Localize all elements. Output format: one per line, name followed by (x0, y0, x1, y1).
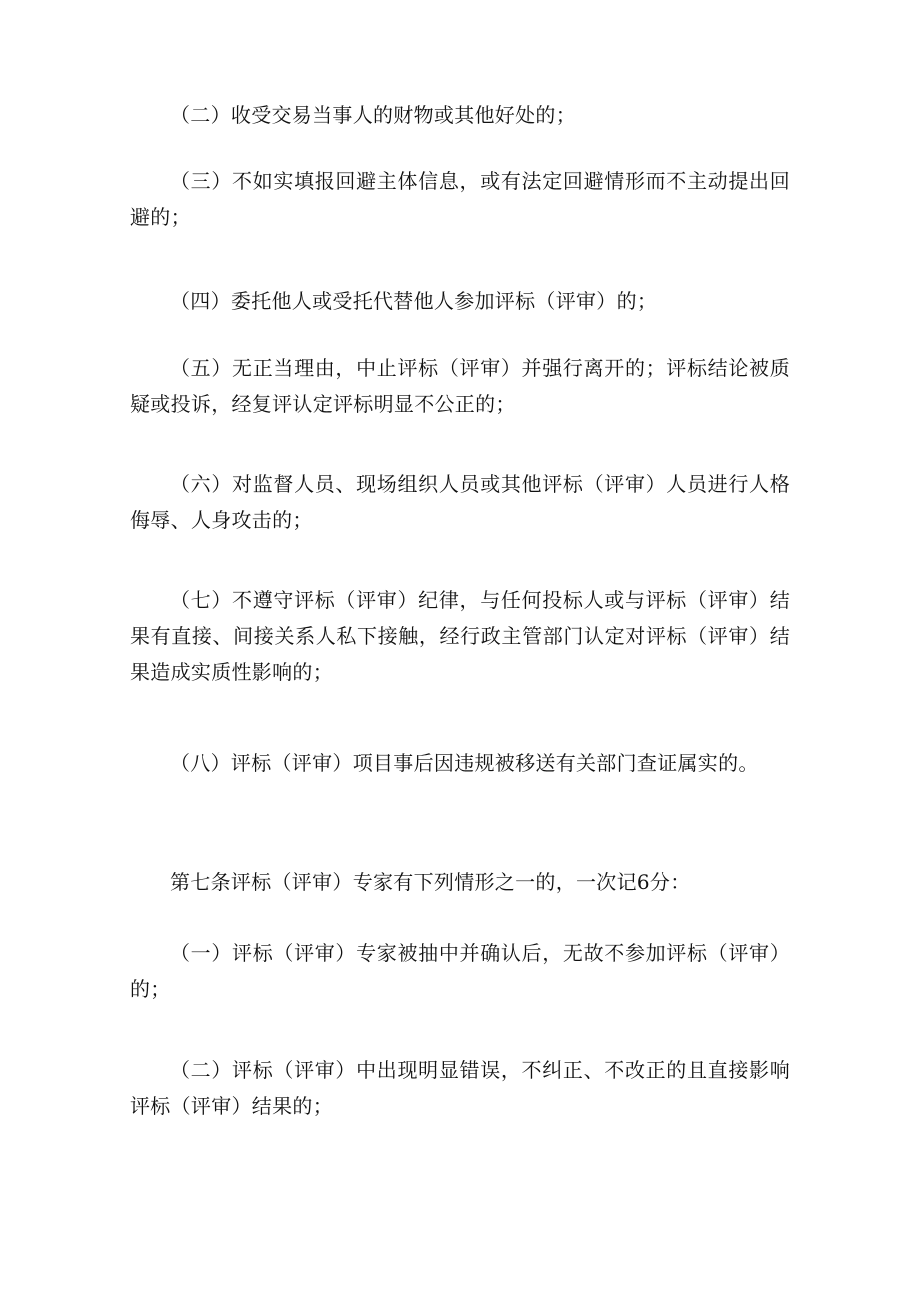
paragraph-item-8: （八）评标（评审）项目事后因违规被移送有关部门查证属实的。 (170, 751, 759, 775)
article-7-heading: 第七条评标（评审）专家有下列情形之一的，一次记6分： (170, 870, 691, 894)
paragraph-item-2: （二）收受交易当事人的财物或其他好处的； (170, 103, 576, 127)
paragraph-item-2-art7: （二）评标（评审）中出现明显错误，不纠正、不改正的且直接影响评标（评审）结果的； (130, 1058, 790, 1118)
paragraph-item-5: （五）无正当理由，中止评标（评审）并强行离开的；评标结论被质疑或投诉，经复评认定评标明显不公正的； (130, 356, 790, 416)
paragraph-item-1-art7: （一）评标（评审）专家被抽中并确认后，无故不参加评标（评审）的； (130, 941, 790, 1001)
paragraph-item-4: （四）委托他人或受托代替他人参加评标（评审）的； (170, 289, 658, 313)
paragraph-item-3: （三）不如实填报回避主体信息，或有法定回避情形而不主动提出回避的； (130, 169, 790, 229)
paragraph-item-7: （七）不遵守评标（评审）纪律，与任何投标人或与评标（评审）结果有直接、间接关系人私下接触，经行政主管部门认定对评标（评审）结果造成实质性影响的； (130, 588, 790, 684)
paragraph-item-6: （六）对监督人员、现场组织人员或其他评标（评审）人员进行人格侮辱、人身攻击的； (130, 472, 790, 532)
